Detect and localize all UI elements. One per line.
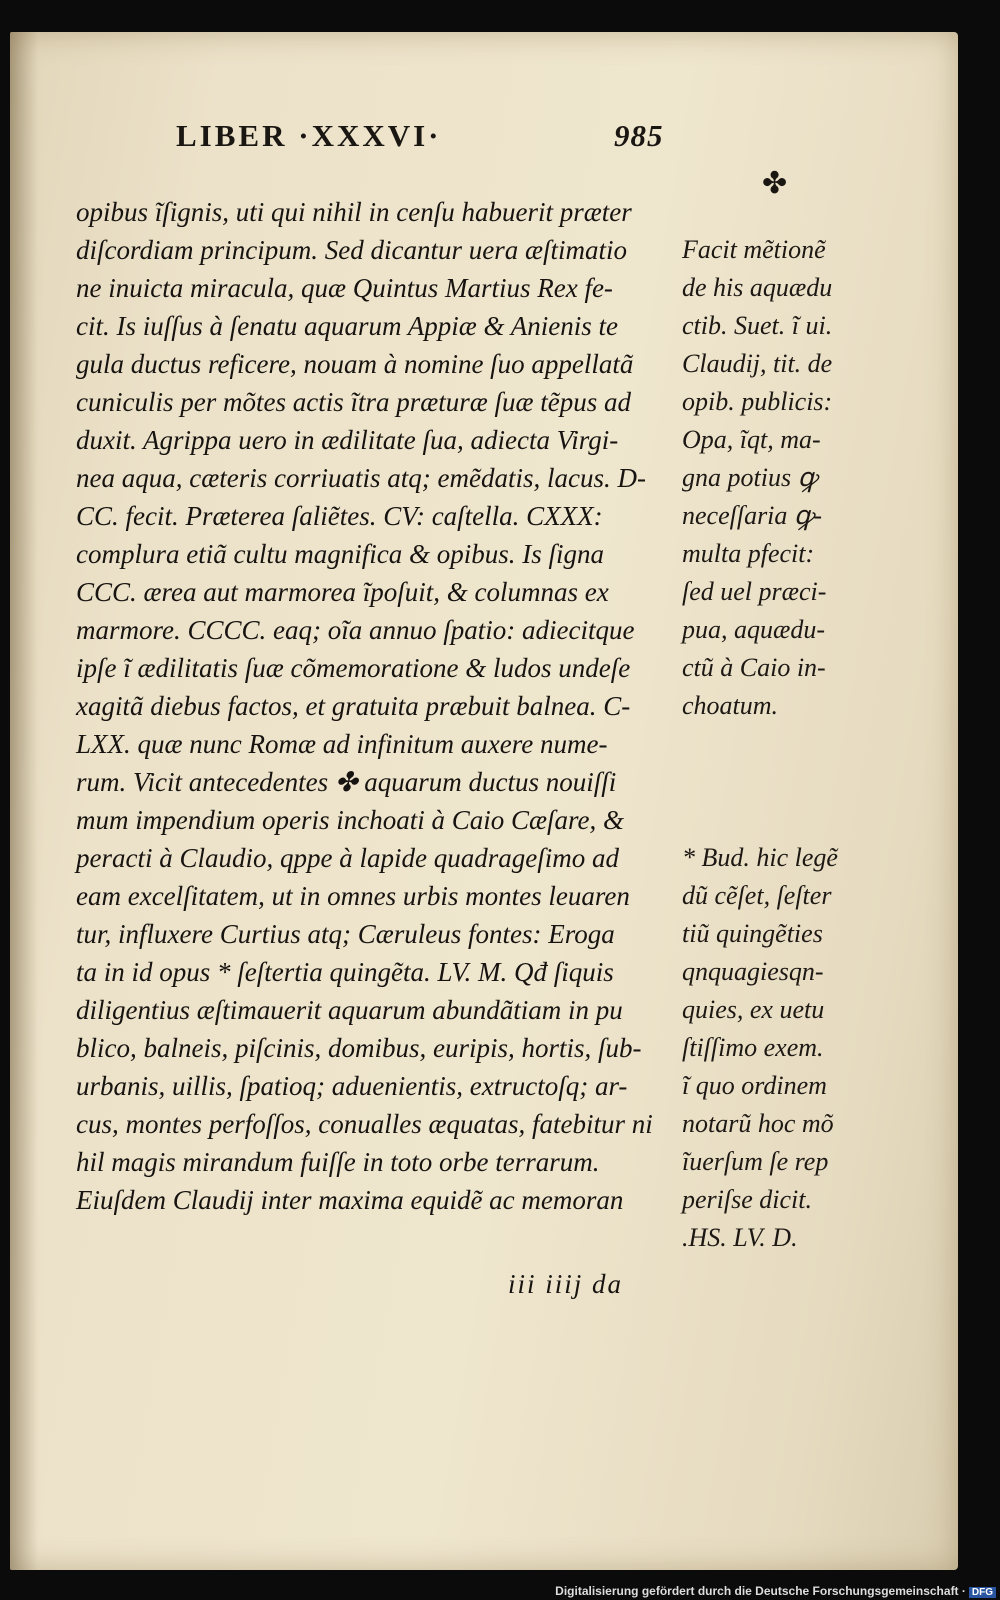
footer-credit xyxy=(555,1584,996,1598)
text-line: gula ductus reficere, nouam à nomine ſuo appellatã xyxy=(76,349,634,379)
text-line: xagitã diebus factos, et gratuita præbuit balnea. C- xyxy=(76,691,631,721)
margin-note: gna potius ꝙ xyxy=(682,463,818,492)
text-line: cit. Is iuſſus à ſenatu aquarum Appiæ & Anienis te xyxy=(76,311,618,341)
text-line: ne inuicta miracula, quæ Quintus Martius Rex fe- xyxy=(76,273,613,303)
margin-note: periſse dicit. xyxy=(682,1185,812,1214)
text-line: CC. fecit. Præterea ſaliẽtes. CV: caſtella. CXXX: xyxy=(76,501,603,531)
margin-note: de his aquædu xyxy=(682,273,833,302)
margin-note: quies, ex uetu xyxy=(682,995,825,1024)
text-line: ipſe ĩ ædilitatis ſuæ cõmemoratione & ludos undeſe xyxy=(76,653,631,683)
margin-note: ſed uel præci- xyxy=(682,577,827,606)
text-line: ta in id opus * ſeſtertia quingẽta. LV. M. Qđ ſiquis xyxy=(76,957,614,987)
text-line: hil magis mirandum fuiſſe in toto orbe terrarum. xyxy=(76,1147,600,1177)
text-line: rum. Vicit antecedentes ✤ aquarum ductus nouiſſi xyxy=(76,767,617,797)
text-line: duxit. Agrippa uero in ædilitate ſua, adiecta Virgi- xyxy=(76,425,619,455)
margin-note: .HS. LV. D. xyxy=(682,1223,798,1252)
margin-note: qnquagiesqn- xyxy=(682,957,824,986)
text-line: Eiuſdem Claudij inter maxima equidẽ ac memoran xyxy=(76,1185,624,1215)
margin-note: neceſſaria ꝙ- xyxy=(682,501,823,530)
running-title: LIBER ·XXXVI· xyxy=(176,118,442,153)
margin-note: ĩ quo ordinem xyxy=(682,1071,827,1100)
text-line: cus, montes perfoſſos, conualles æquatas, fatebitur ni xyxy=(76,1109,653,1139)
text-line: opibus ĩſignis, uti qui nihil in cenſu habuerit præter xyxy=(76,197,632,227)
text-line: nea aqua, cæteris corriuatis atq; emẽdatis, lacus. D- xyxy=(76,463,646,493)
catchword: iii iiij da xyxy=(508,1269,624,1299)
margin-note: tiũ quingẽties xyxy=(682,919,823,948)
margin-note: Claudij, tit. de xyxy=(682,349,833,378)
margin-note: ſtiſſimo exem. xyxy=(682,1033,824,1062)
text-line: LXX. quæ nunc Romæ ad infinitum auxere nume- xyxy=(76,729,608,759)
text-line: marmore. CCCC. eaq; oĩa annuo ſpatio: adiecitque xyxy=(76,615,635,645)
text-line: blico, balneis, piſcinis, domibus, euripis, hortis, ſub- xyxy=(76,1033,642,1063)
text-line: complura etiã cultu magnifica & opibus. Is ſigna xyxy=(76,539,604,569)
text-line: peracti à Claudio, qppe à lapide quadrageſimo ad xyxy=(76,843,619,873)
margin-note: multa pfecit: xyxy=(682,539,815,568)
text-line: CCC. ærea aut marmorea ĩpoſuit, & columnas ex xyxy=(76,577,609,607)
margin-note: ĩuerſum ſe rep xyxy=(682,1147,829,1176)
page-number: 985 xyxy=(614,118,664,153)
margin-note: * Bud. hic legẽ xyxy=(682,843,838,872)
margin-note: ctib. Suet. ĩ ui. xyxy=(682,311,833,340)
margin-note: ctũ à Caio in- xyxy=(682,653,826,682)
text-line: urbanis, uillis, ſpatioq; aduenientis, extructoſq; ar- xyxy=(76,1071,628,1101)
fleuron-ornament: ✤ xyxy=(762,167,788,200)
dfg-logo: DFG xyxy=(969,1587,996,1598)
text-line: diſcordiam principum. Sed dicantur uera æſtimatio xyxy=(76,235,627,265)
margin-note: dũ cẽſet, ſeſter xyxy=(682,881,832,910)
text-line: mum impendium operis inchoati à Caio Cæſare, & xyxy=(76,805,624,835)
text-line: eam excelſitatem, ut in omnes urbis montes leuaren xyxy=(76,881,630,911)
footer-text: Digitalisierung gefördert durch die Deutsche Forschungsgemeinschaft · xyxy=(555,1584,966,1598)
margin-note: choatum. xyxy=(682,691,779,720)
margin-note: opib. publicis: xyxy=(682,387,833,416)
margin-note: Opa, ĩqt, ma- xyxy=(682,425,821,454)
margin-note: notarũ hoc mõ xyxy=(682,1109,834,1138)
margin-note: Facit mẽtionẽ xyxy=(682,235,826,264)
text-line: cuniculis per mõtes actis ĩtra præturæ ſuæ tẽpus ad xyxy=(76,387,632,417)
spine-shadow xyxy=(10,32,38,1570)
margin-note: pua, aquædu- xyxy=(682,615,825,644)
book-page xyxy=(10,32,958,1570)
text-line: diligentius æſtimauerit aquarum abundãtiam in pu xyxy=(76,995,623,1025)
text-line: tur, influxere Curtius atq; Cæruleus fontes: Eroga xyxy=(76,919,615,949)
